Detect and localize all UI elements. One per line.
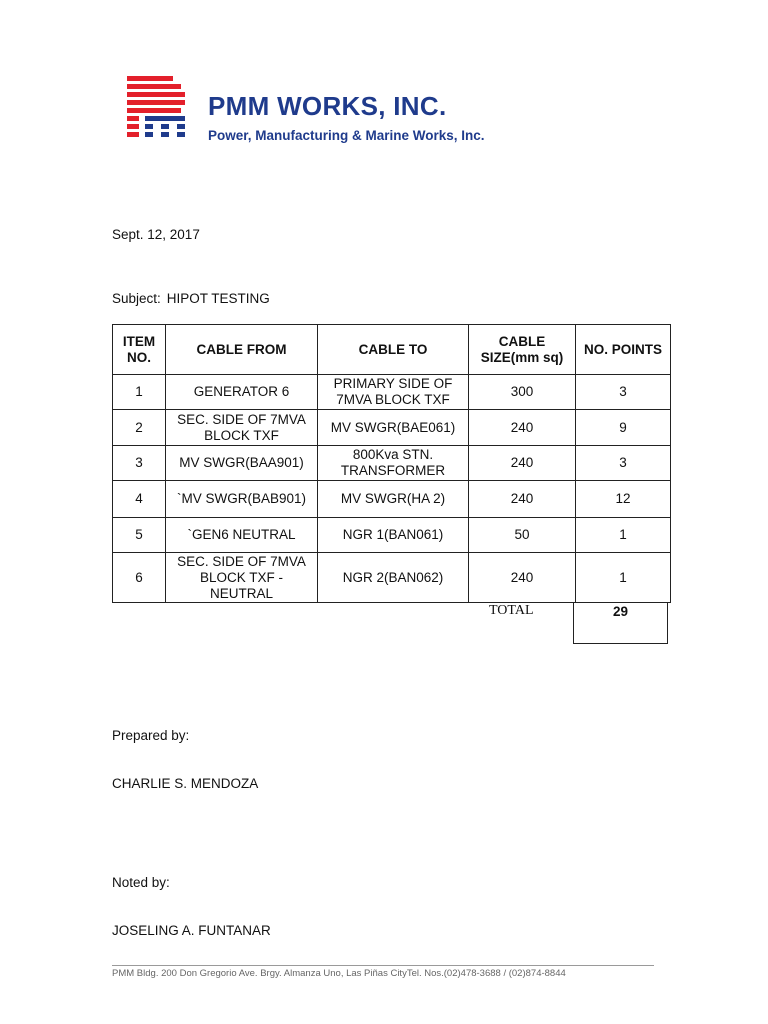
cell-cable-from: `GEN6 NEUTRAL <box>166 518 318 553</box>
cell-cable-to: NGR 2(BAN062) <box>318 553 469 603</box>
cell-cable-size: 240 <box>469 553 576 603</box>
cell-no-points: 1 <box>576 553 671 603</box>
cell-cable-to: 800Kva STN. TRANSFORMER <box>318 446 469 481</box>
table-row <box>113 446 671 481</box>
company-tagline: Power, Manufacturing & Marine Works, Inc. <box>208 128 485 143</box>
table-row <box>113 410 671 446</box>
cell-item-no: 1 <box>113 375 166 410</box>
total-value: 29 <box>573 602 668 644</box>
cell-no-points: 3 <box>576 375 671 410</box>
company-name: PMM WORKS, INC. <box>208 91 447 121</box>
hipot-cable-table <box>112 324 671 603</box>
letter-date: Sept. 12, 2017 <box>112 227 200 242</box>
table-row <box>113 375 671 410</box>
cell-cable-from: SEC. SIDE OF 7MVA BLOCK TXF <box>166 410 318 446</box>
cell-item-no: 2 <box>113 410 166 446</box>
cell-cable-to: MV SWGR(HA 2) <box>318 481 469 518</box>
noted-by-label: Noted by: <box>112 875 170 890</box>
cell-cable-size: 240 <box>469 446 576 481</box>
cell-item-no: 5 <box>113 518 166 553</box>
cell-item-no: 6 <box>113 553 166 603</box>
column-header-cable-to: CABLE TO <box>318 325 469 375</box>
total-label: TOTAL <box>489 603 534 618</box>
cell-cable-size: 240 <box>469 410 576 446</box>
table-row <box>113 518 671 553</box>
cell-no-points: 12 <box>576 481 671 518</box>
table-row <box>113 553 671 603</box>
cell-no-points: 9 <box>576 410 671 446</box>
cell-item-no: 3 <box>113 446 166 481</box>
cell-cable-to: PRIMARY SIDE OF 7MVA BLOCK TXF <box>318 375 469 410</box>
footer-divider <box>112 965 654 966</box>
footer-address: PMM Bldg. 200 Don Gregorio Ave. Brgy. Almanza Uno, Las Piñas CityTel. Nos.(02)478-3688 / (02)874-8844 <box>112 968 566 979</box>
cell-no-points: 1 <box>576 518 671 553</box>
subject-label: Subject: <box>112 291 161 306</box>
cell-cable-to: MV SWGR(BAE061) <box>318 410 469 446</box>
column-header-cable-from: CABLE FROM <box>166 325 318 375</box>
column-header-item-no: ITEM NO. <box>113 325 166 375</box>
cell-cable-from: GENERATOR 6 <box>166 375 318 410</box>
column-header-cable-size: CABLE SIZE(mm sq) <box>469 325 576 375</box>
prepared-by-name: CHARLIE S. MENDOZA <box>112 776 259 791</box>
noted-by-name: JOSELING A. FUNTANAR <box>112 923 271 938</box>
cell-no-points: 3 <box>576 446 671 481</box>
cell-cable-from: MV SWGR(BAA901) <box>166 446 318 481</box>
cell-cable-size: 50 <box>469 518 576 553</box>
column-header-no-points: NO. POINTS <box>576 325 671 375</box>
prepared-by-label: Prepared by: <box>112 728 190 743</box>
pmm-logo-icon <box>127 76 189 142</box>
cell-cable-to: NGR 1(BAN061) <box>318 518 469 553</box>
cell-cable-size: 300 <box>469 375 576 410</box>
table-row <box>113 481 671 518</box>
cell-cable-size: 240 <box>469 481 576 518</box>
cell-cable-from: `MV SWGR(BAB901) <box>166 481 318 518</box>
cell-cable-from: SEC. SIDE OF 7MVA BLOCK TXF - NEUTRAL <box>166 553 318 603</box>
subject-value: HIPOT TESTING <box>166 291 270 306</box>
subject-line <box>112 291 270 306</box>
table-header-row <box>113 325 671 375</box>
cell-item-no: 4 <box>113 481 166 518</box>
